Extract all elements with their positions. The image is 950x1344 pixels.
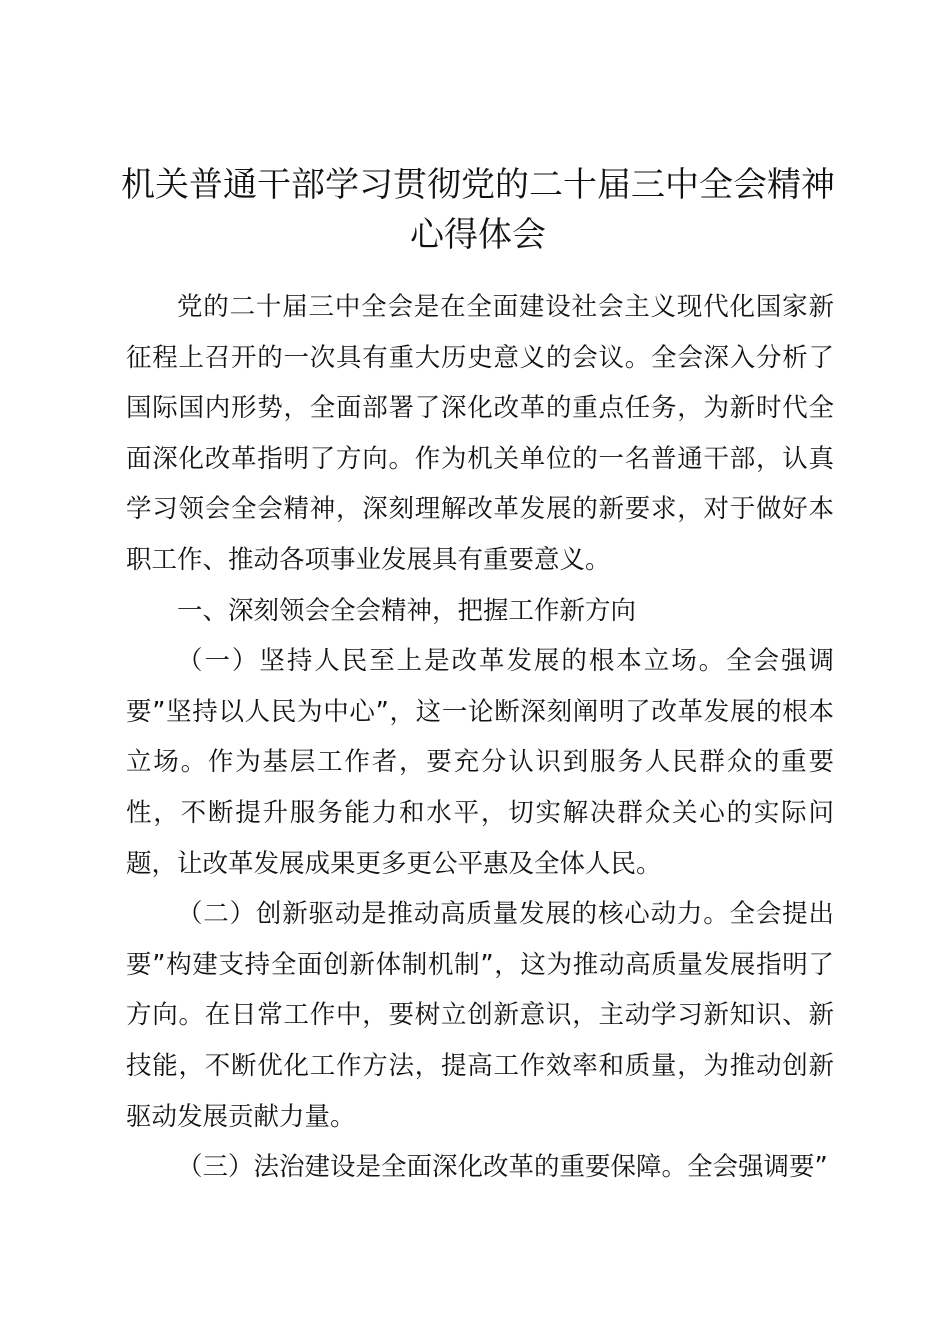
subsection-paragraph-1: （一）坚持人民至上是改革发展的根本立场。全会强调要”坚持以人民为中心”，这一论断深刻阐明了改革发展的根本立场。作为基层工作者，要充分认识到服务人民群众的重要性，不断提升服务能力和水平，切实解决群众关心的实际问题，让改革发展成果更多更公平惠及全体人民。 — [126, 646, 834, 879]
subsection-paragraph-3: （三）法治建设是全面深化改革的重要保障。全会强调要” — [177, 1152, 828, 1183]
document-body — [126, 282, 834, 1193]
document-title: 机关普通干部学习贯彻党的二十届三中全会精神心得体会 — [121, 165, 835, 255]
subsection-paragraph-2: （二）创新驱动是推动高质量发展的核心动力。全会提出要”构建支持全面创新体制机制”，这为推动高质量发展指明了方向。在日常工作中，要树立创新意识，主动学习新知识、新技能，不断优化工作方法，提高工作效率和质量，为推动创新驱动发展贡献力量。 — [126, 899, 834, 1132]
section-heading-1: 一、深刻领会全会精神，把握工作新方向 — [177, 595, 637, 626]
intro-paragraph: 党的二十届三中全会是在全面建设社会主义现代化国家新征程上召开的一次具有重大历史意义的会议。全会深入分析了国际国内形势，全面部署了深化改革的重点任务，为新时代全面深化改革指明了方向。作为机关单位的一名普通干部，认真学习领会全会精神，深刻理解改革发展的新要求，对于做好本职工作、推动各项事业发展具有重要意义。 — [126, 292, 834, 575]
